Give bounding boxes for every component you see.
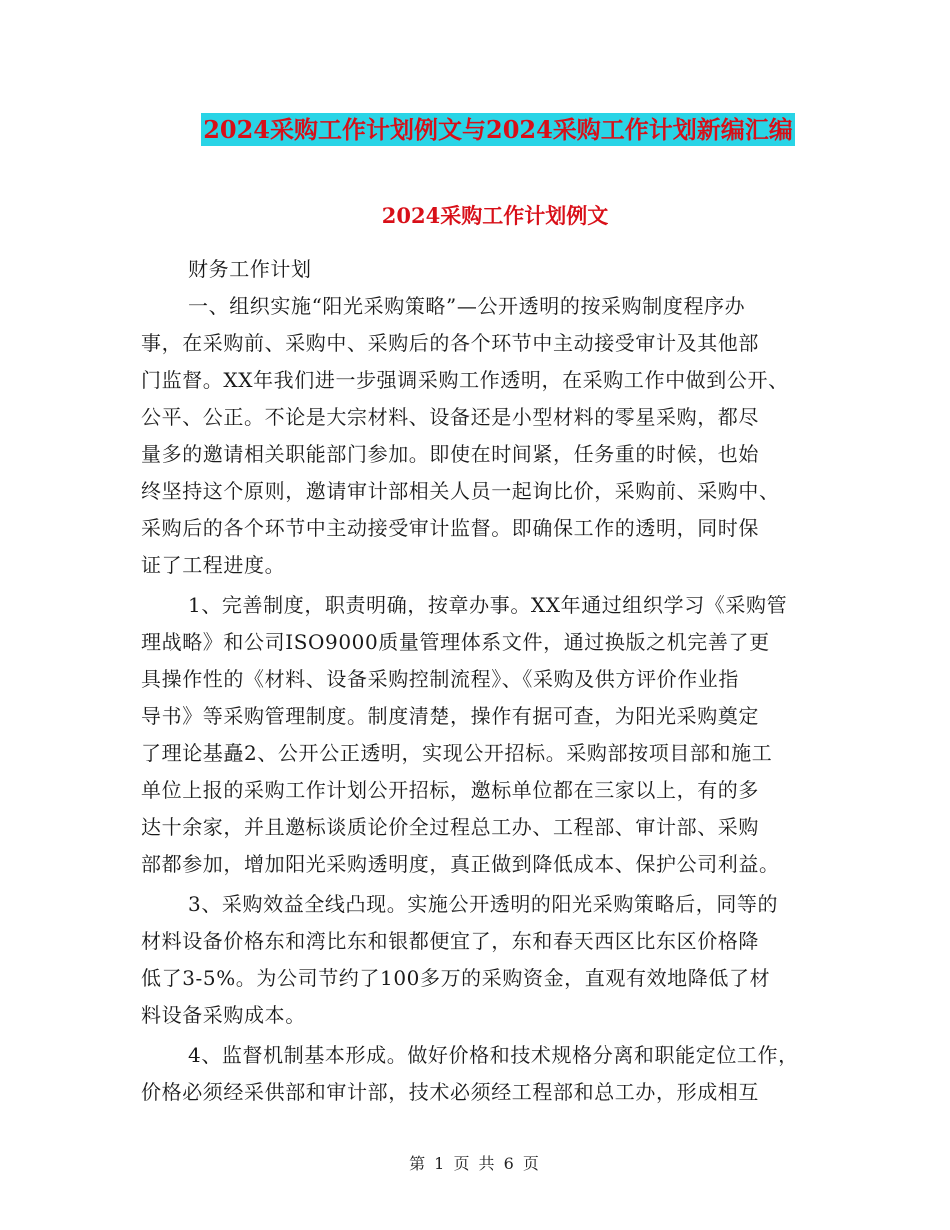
section-title: 2024采购工作计划例文	[381, 203, 609, 228]
text-line: 门监督。XX年我们进一步强调采购工作透明，在采购工作中做到公开、	[141, 368, 789, 392]
text-line: 4、监督机制基本形成。做好价格和技术规格分离和职能定位工作，	[188, 1043, 799, 1067]
text-line: 公平、公正。不论是大宗材料、设备还是小型材料的零星采购，都尽	[141, 405, 759, 429]
text-line: 事，在采购前、采购中、采购后的各个环节中主动接受审计及其他部	[141, 331, 759, 355]
text-line: 采购后的各个环节中主动接受审计监督。即确保工作的透明，同时保	[141, 516, 759, 540]
text-line: 3、采购效益全线凸现。实施公开透明的阳光采购策略后，同等的	[188, 892, 779, 916]
paragraph-heading: 财务工作计划	[188, 257, 312, 281]
text-line: 低了3-5%。为公司节约了100多万的采购资金，直观有效地降低了材	[141, 966, 771, 990]
text-line: 材料设备价格东和湾比东和银都便宜了，东和春天西区比东区价格降	[141, 929, 759, 953]
document-title-area	[0, 113, 950, 146]
text-line: 理战略》和公司ISO9000质量管理体系文件，通过换版之机完善了更	[141, 630, 770, 654]
document-title: 2024采购工作计划例文与2024采购工作计划新编汇编	[203, 115, 793, 144]
page-footer: 第 1 页 共 6 页	[409, 1154, 541, 1173]
text-line: 终坚持这个原则，邀请审计部相关人员一起询比价，采购前、采购中、	[141, 479, 780, 503]
text-line: 单位上报的采购工作计划公开招标，邀标单位都在三家以上，有的多	[141, 778, 759, 802]
text-line: 达十余家，并且邀标谈质论价全过程总工办、工程部、审计部、采购	[141, 815, 759, 839]
document-body	[141, 221, 821, 1111]
text-line: 料设备采购成本。	[141, 1003, 306, 1027]
text-line: 导书》等采购管理制度。制度清楚，操作有据可查，为阳光采购奠定	[141, 704, 759, 728]
text-line: 价格必须经采供部和审计部，技术必须经工程部和总工办，形成相互	[141, 1080, 759, 1104]
text-line: 一、组织实施“阳光采购策略”—公开透明的按采购制度程序办	[188, 294, 746, 318]
text-line: 具操作性的《材料、设备采购控制流程》、《采购及供方评价作业指	[141, 667, 739, 691]
text-line: 量多的邀请相关职能部门参加。即使在时间紧，任务重的时候，也始	[141, 442, 759, 466]
text-line: 部都参加，增加阳光采购透明度，真正做到降低成本、保护公司利益。	[141, 852, 780, 876]
text-line: 了理论基矗2、公开公正透明，实现公开招标。采购部按项目部和施工	[141, 741, 773, 765]
text-line: 1、完善制度，职责明确，按章办事。XX年通过组织学习《采购管	[188, 593, 788, 617]
text-line: 证了工程进度。	[141, 553, 286, 577]
